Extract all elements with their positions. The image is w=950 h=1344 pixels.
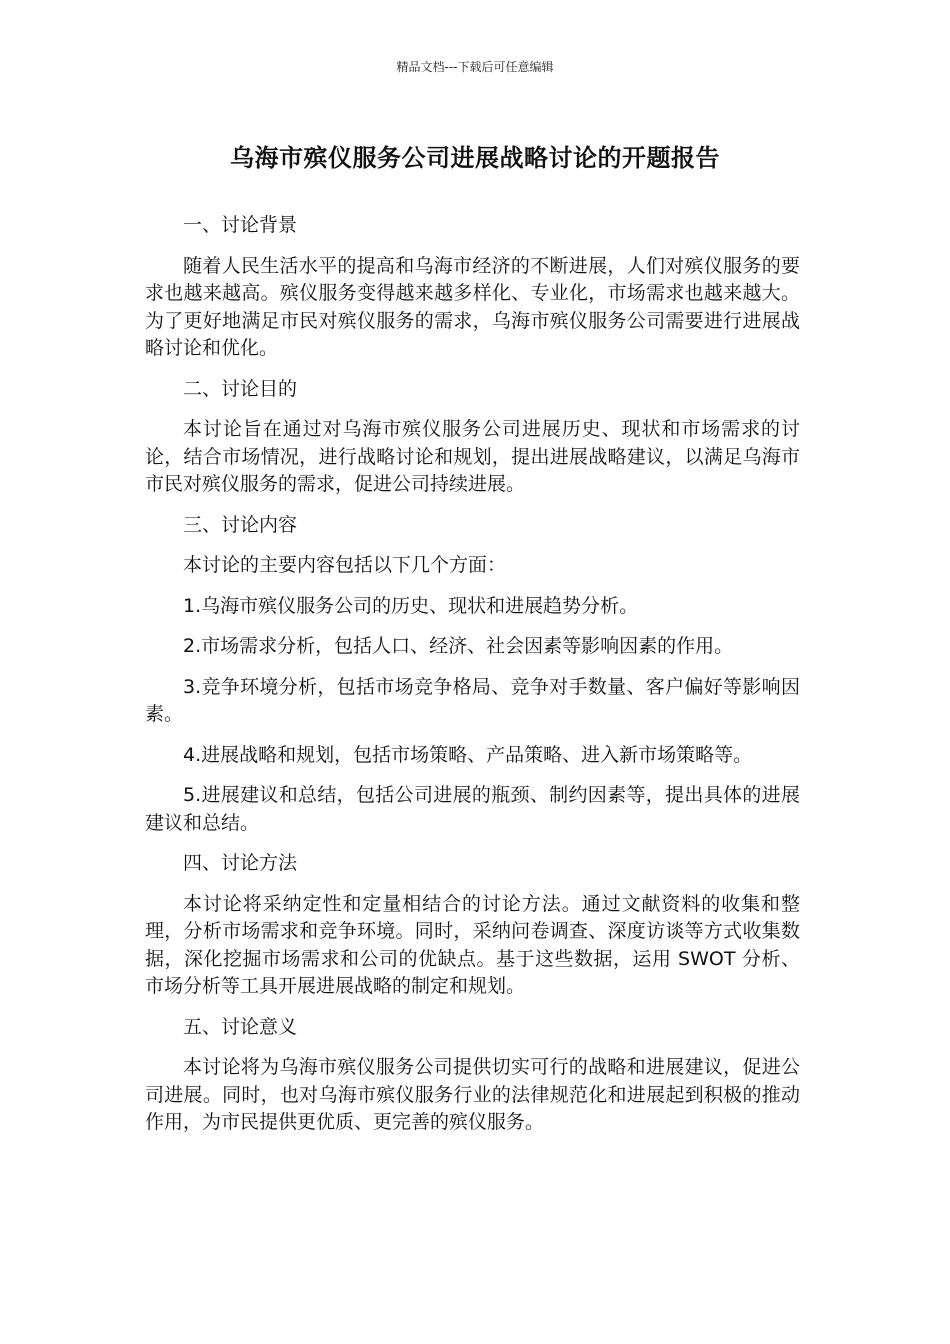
content-list-item: 3.竞争环境分析，包括市场竞争格局、竞争对手数量、客户偏好等影响因素。 [145, 675, 800, 725]
method-paragraph: 本讨论将采纳定性和定量相结合的讨论方法。通过文献资料的收集和整理，分析市场需求和竞争环境。同时，采纳问卷调查、深度访谈等方式收集数据，深化挖掘市场需求和公司的优缺点。基于这些数据，运用 SWOT 分析、市场分析等工具开展进展战略的制定和规划。 [145, 892, 800, 997]
content-list-item: 2.市场需求分析，包括人口、经济、社会因素等影响因素的作用。 [183, 635, 734, 657]
section-heading-method: 四、讨论方法 [183, 852, 298, 874]
content-list-item: 5.进展建议和总结，包括公司进展的瓶颈、制约因素等，提出具体的进展建议和总结。 [145, 784, 800, 834]
document-body [145, 212, 800, 1150]
background-paragraph: 随着人民生活水平的提高和乌海市经济的不断进展，人们对殡仪服务的要求也越来越高。殡仪服务变得越来越多样化、专业化，市场需求也越来越大。为了更好地满足市民对殡仪服务的需求，乌海市殡仪服务公司需要进行进展战略讨论和优化。 [145, 254, 800, 359]
section-heading-significance: 五、讨论意义 [183, 1015, 298, 1038]
significance-paragraph: 本讨论将为乌海市殡仪服务公司提供切实可行的战略和进展建议，促进公司进展。同时，也对乌海市殡仪服务行业的法律规范化和进展起到积极的推动作用，为市民提供更优质、更完善的殡仪服务。 [145, 1056, 800, 1133]
purpose-paragraph: 本讨论旨在通过对乌海市殡仪服务公司进展历史、现状和市场需求的讨论，结合市场情况，进行战略讨论和规划，提出进展战略建议，以满足乌海市市民对殡仪服务的需求，促进公司持续进展。 [145, 418, 800, 495]
section-heading-purpose: 二、讨论目的 [183, 377, 298, 400]
content-list-item: 4.进展战略和规划，包括市场策略、产品策略、进入新市场策略等。 [183, 743, 753, 766]
section-heading-content: 三、讨论内容 [183, 513, 298, 536]
content-list-item: 1.乌海市殡仪服务公司的历史、现状和进展趋势分析。 [183, 594, 639, 617]
content-intro-paragraph: 本讨论的主要内容包括以下几个方面： [183, 554, 507, 576]
document-title: 乌海市殡仪服务公司进展战略讨论的开题报告 [230, 144, 720, 172]
section-heading-background: 一、讨论背景 [183, 214, 298, 236]
page-header-note: 精品文档---下载后可任意编辑 [396, 60, 554, 74]
